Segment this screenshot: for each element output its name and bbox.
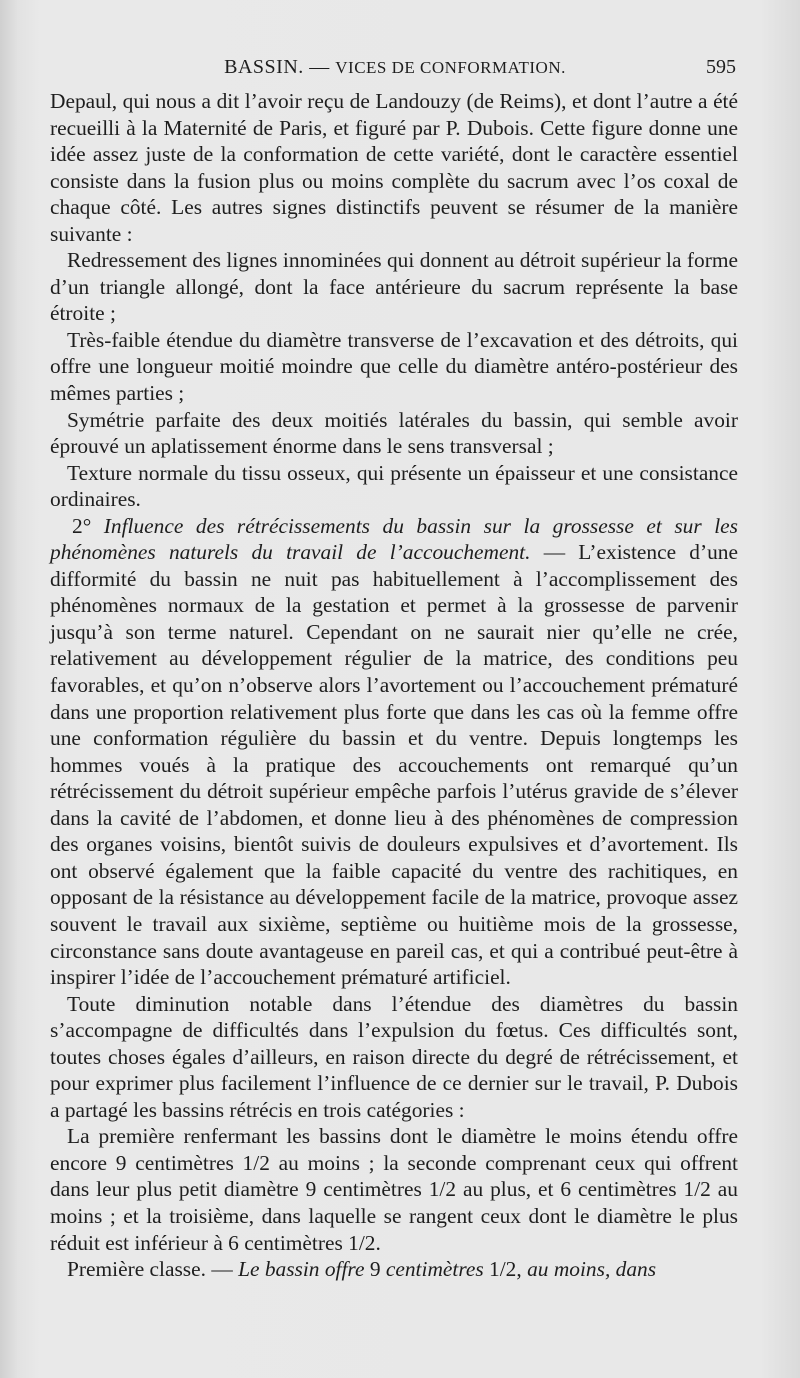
paragraph-1: Depaul, qui nous a dit l’avoir reçu de Landouzy (de Reims), et dont l’autre a été recueilli à la Maternité de Paris, et figuré par P. Dubois. Cette figure donne une idée assez juste de la conformation de cette variété, dont le caractère essentiel consiste dans la fusion plus ou moins complète du sacrum avec l’os coxal de chaque côté. Les autres signes distinctifs peuvent se résumer de la manière suivante :	[50, 89, 738, 246]
paragraph-9	[50, 1256, 738, 1283]
header-title-right: VICES DE CONFORMATION.	[335, 58, 566, 77]
header-title-separator: —	[309, 56, 330, 78]
paragraph-5: Texture normale du tissu osseux, qui présente un épaisseur et une consistance ordinaires.	[50, 460, 738, 512]
paragraph-7: Toute diminution notable dans l’étendue des diamètres du bassin s’accompagne de difficultés dans l’expulsion du fœtus. Ces difficultés sont, toutes choses égales d’ailleurs, en raison directe du degré de rétrécissement, et pour exprimer plus facilement l’influence de ce dernier sur le travail, P. Dubois a partagé les bassins rétrécis en trois catégories :	[50, 991, 738, 1122]
header-title-left: BASSIN.	[224, 56, 304, 78]
paragraph-8: La première renfermant les bassins dont le diamètre le moins étendu offre encore 9 centimètres 1/2 au moins ; la seconde comprenant ceux qui offrent dans leur plus petit diamètre 9 centimètres 1/2 au plus, et 6 centimètres 1/2 au moins ; et la troisième, dans laquelle se rangent ceux dont le diamètre le plus réduit est inférieur à 6 centimètres 1/2.	[50, 1124, 738, 1255]
body-text	[50, 88, 738, 1283]
running-header	[50, 56, 740, 86]
paragraph-3: Très-faible étendue du diamètre transverse de l’excavation et des détroits, qui offre une longueur moitié moindre que celle du diamètre antéro-postérieur des mêmes parties ;	[50, 327, 738, 406]
paragraph-2: Redressement des lignes innominées qui donnent au détroit supérieur la forme d’un triangle allongé, dont la face antérieure du sacrum représente la base étroite ;	[50, 248, 738, 326]
section-number: 2°	[72, 513, 92, 538]
paragraph-6	[50, 513, 738, 991]
class-text-b: centimètres	[385, 1257, 484, 1282]
paragraph-4: Symétrie parfaite des deux moitiés latérales du bassin, qui semble avoir éprouvé un aplatissement énorme dans le sens transversal ;	[50, 407, 738, 459]
class-heading: Première classe. —	[67, 1257, 233, 1282]
paragraph-6-text: — L’existence d’une difformité du bassin ne nuit pas habituellement à l’accomplissement des phénomènes normaux de la gestation et permet à la grossesse de parvenir jusqu’à son terme naturel. Cependant on ne saurait nier qu’elle ne crée, relativement au développement régulier de la matrice, des conditions peu favorables, et qu’on n’observe alors l’avortement ou l’accouchement prématuré dans une proportion relativement plus forte que dans les cas où la femme offre une conformation régulière du bassin et du ventre. Depuis longtemps les hommes voués à la pratique des accouchements ont remarqué qu’un rétrécissement du détroit supérieur empêche parfois l’utérus gravide de s’élever dans la cavité de l’abdomen, et donne lieu à des phénomènes de compression des organes voisins, bientôt suivis de douleurs expulsives et d’avortement. Ils ont observé également que la faible capacité du ventre des rachitiques, en opposant de la résistance au développement facile de la matrice, provoque assez souvent le travail aux sixième, septième ou huitième mois de la grossesse, circonstance sans doute avantageuse en pareil cas, et qui a contribué peut-être à inspirer l’idée de l’accouchement prématuré artificiel.	[50, 540, 738, 990]
page-number: 595	[706, 56, 736, 78]
class-number-a: 9	[369, 1257, 381, 1282]
section-heading: Influence des rétrécissements du bassin sur la grossesse et sur les phénomènes naturels du travail de l’accouchement.	[50, 513, 738, 565]
running-title	[50, 56, 740, 79]
class-text-a: Le bassin offre	[238, 1257, 365, 1282]
class-text-c: au moins, dans	[527, 1257, 657, 1282]
class-number-b: 1/2,	[489, 1257, 522, 1282]
